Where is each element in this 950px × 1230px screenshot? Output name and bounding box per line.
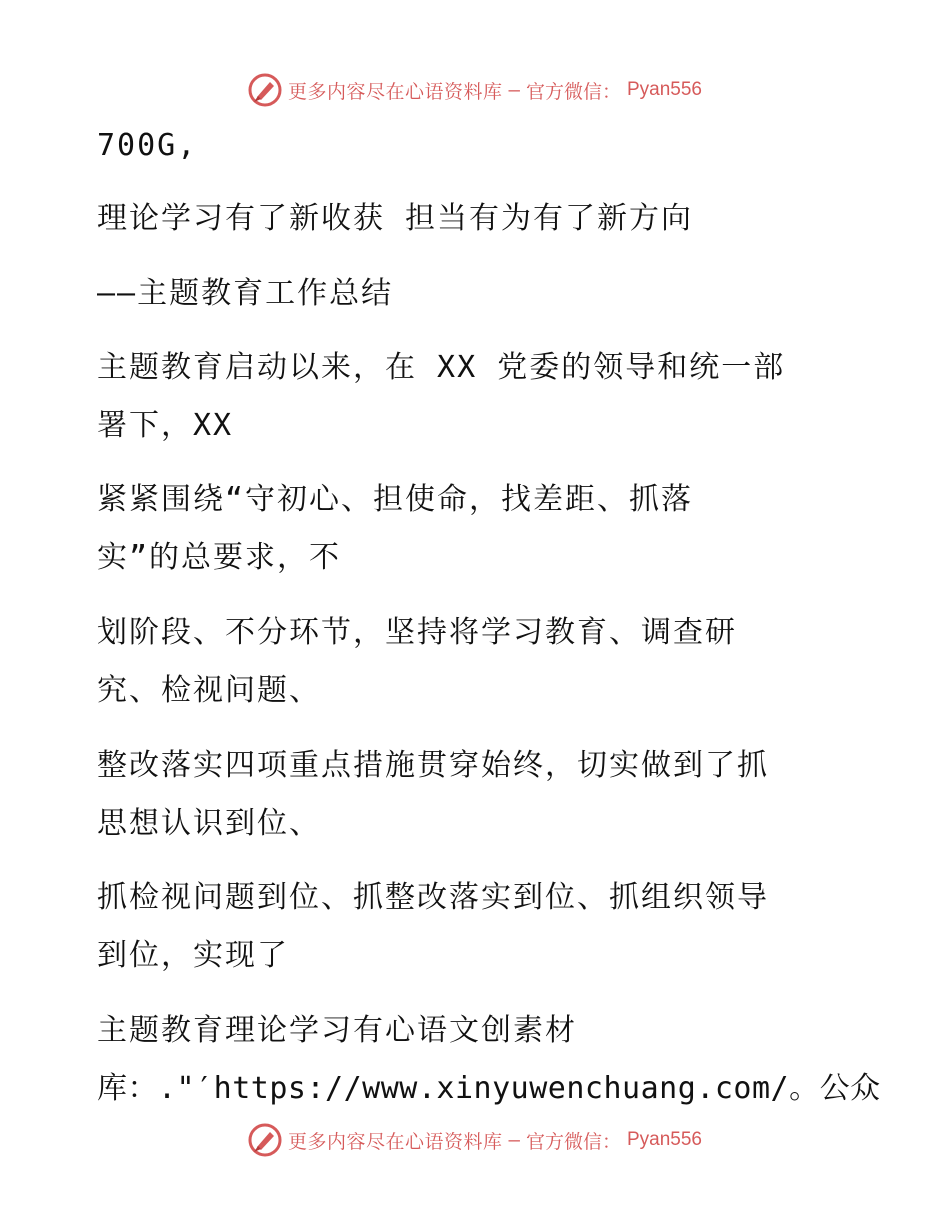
watermark-wechat-label: 官方微信： (525, 1130, 621, 1153)
header-watermark (0, 70, 950, 110)
watermark-separator: — (508, 1129, 520, 1151)
text-line: 划阶段、不分环节，坚持将学习教育、调查研 (97, 615, 737, 650)
watermark-wechat-id: Pyan556 (626, 1129, 702, 1150)
text-line: 紧紧围绕“守初心、担使命，找差距、抓落 (97, 482, 694, 517)
pen-logo-icon (248, 73, 282, 107)
text-line: 究、检视问题、 (97, 673, 321, 708)
text-line: 思想认识到位、 (97, 806, 321, 841)
text-line: 署下，XX (97, 408, 234, 443)
text-line: ——主题教育工作总结 (97, 276, 394, 311)
text-line: 抓检视问题到位、抓整改落实到位、抓组织领导 (97, 880, 769, 915)
watermark-wechat-id: Pyan556 (626, 79, 702, 100)
text-line: 主题教育理论学习有心语文创素材 (97, 1013, 577, 1048)
watermark-brand: 更多内容尽在心语资料库 (288, 1130, 503, 1153)
footer-watermark (0, 1120, 950, 1160)
text-line: 700G, (97, 128, 198, 163)
text-line: 主题教育启动以来，在 XX 党委的领导和统一部 (97, 350, 786, 385)
pen-logo-icon (248, 1123, 282, 1157)
watermark-wechat-label: 官方微信： (525, 80, 621, 103)
watermark-separator: — (508, 79, 520, 101)
text-line: 库：."′https://www.xinyuwenchuang.com/。公众 (97, 1071, 881, 1106)
watermark-brand: 更多内容尽在心语资料库 (288, 80, 503, 103)
text-line: 整改落实四项重点措施贯穿始终，切实做到了抓 (97, 748, 769, 783)
text-line: 实”的总要求，不 (97, 540, 342, 575)
text-line: 到位，实现了 (97, 938, 289, 973)
text-line: 理论学习有了新收获 担当有为有了新方向 (97, 201, 694, 236)
